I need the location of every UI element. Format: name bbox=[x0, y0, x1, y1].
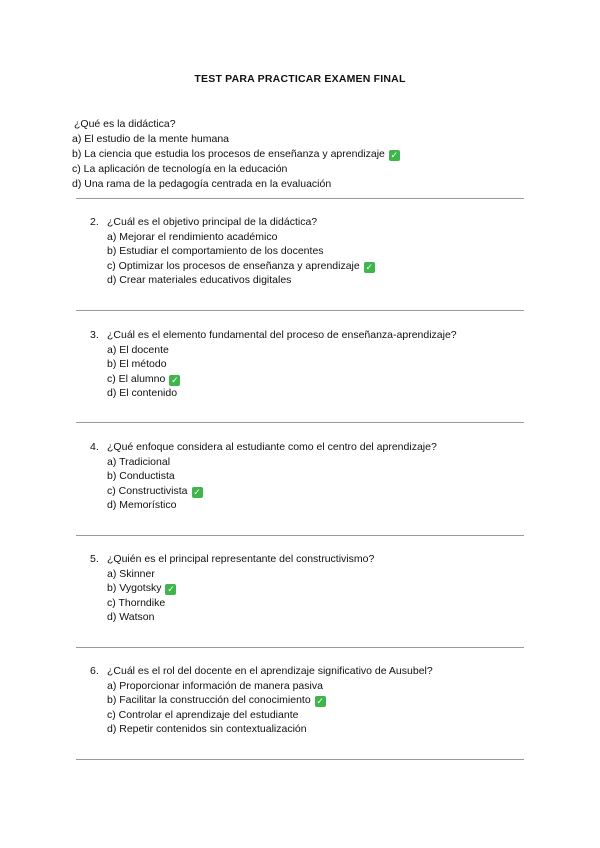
divider bbox=[76, 647, 524, 648]
page-title: TEST PARA PRACTICAR EXAMEN FINAL bbox=[194, 73, 406, 85]
check-mark-icon: ✓ bbox=[365, 261, 373, 272]
answer-option: a) Skinner bbox=[107, 567, 155, 580]
answer-option: c) Optimizar los procesos de enseñanza y aprendizaje ✓ bbox=[107, 259, 373, 272]
answer-option: c) El alumno ✓ bbox=[107, 372, 179, 385]
divider bbox=[76, 535, 524, 536]
question-number: 3. bbox=[90, 329, 99, 341]
check-mark-icon: ✓ bbox=[171, 374, 179, 385]
answer-option: a) Tradicional bbox=[107, 455, 171, 468]
question-5 bbox=[90, 552, 374, 625]
question-prompt: ¿Qué enfoque considera al estudiante como el centro del aprendizaje? bbox=[107, 441, 437, 453]
divider bbox=[76, 422, 524, 423]
question-prompt: ¿Cuál es el rol del docente en el aprendizaje significativo de Ausubel? bbox=[107, 665, 433, 677]
answer-option: a) Proporcionar información de manera pasiva bbox=[107, 679, 323, 692]
answer-option: c) La aplicación de tecnología en la educación bbox=[72, 163, 288, 175]
answer-option: b) La ciencia que estudia los procesos de enseñanza y aprendizaje ✓ bbox=[72, 148, 399, 160]
question-prompt: ¿Cuál es el elemento fundamental del proceso de enseñanza-aprendizaje? bbox=[107, 329, 457, 341]
check-mark-icon: ✓ bbox=[390, 150, 399, 160]
divider bbox=[76, 310, 524, 311]
answer-option: a) El docente bbox=[107, 343, 169, 356]
check-mark-icon: ✓ bbox=[193, 486, 201, 497]
answer-option: b) Facilitar la construcción del conocimiento ✓ bbox=[107, 694, 324, 707]
question-3 bbox=[90, 328, 457, 401]
question-prompt: ¿Quién es el principal representante del constructivismo? bbox=[107, 553, 375, 565]
answer-option: c) Constructivista ✓ bbox=[107, 484, 201, 497]
answer-option: d) Repetir contenidos sin contextualización bbox=[107, 723, 307, 736]
answer-option: b) Estudiar el comportamiento de los docentes bbox=[107, 245, 324, 258]
check-mark-icon: ✓ bbox=[167, 584, 175, 595]
question-number: 4. bbox=[90, 441, 99, 453]
answer-option: b) El método bbox=[107, 358, 167, 371]
question-number: 2. bbox=[90, 216, 99, 228]
question-1 bbox=[72, 117, 400, 192]
answer-option: d) Una rama de la pedagogía centrada en la evaluación bbox=[72, 178, 332, 190]
answer-option: d) El contenido bbox=[107, 387, 178, 400]
question-prompt: ¿Qué es la didáctica? bbox=[74, 118, 176, 130]
answer-option: b) Vygotsky ✓ bbox=[107, 582, 175, 595]
answer-option: c) Thorndike bbox=[107, 596, 166, 609]
answer-option: c) Controlar el aprendizaje del estudiante bbox=[107, 708, 299, 721]
question-prompt: ¿Cuál es el objetivo principal de la didáctica? bbox=[107, 216, 318, 228]
answer-option: a) El estudio de la mente humana bbox=[72, 133, 230, 145]
check-mark-icon: ✓ bbox=[316, 696, 324, 707]
question-number: 5. bbox=[90, 553, 99, 565]
answer-option: a) Mejorar el rendimiento académico bbox=[107, 230, 278, 243]
answer-option: d) Crear materiales educativos digitales bbox=[107, 274, 292, 287]
question-6 bbox=[90, 664, 433, 737]
question-4 bbox=[90, 440, 437, 513]
question-number: 6. bbox=[90, 665, 99, 677]
question-2 bbox=[90, 215, 375, 288]
answer-option: d) Memorístico bbox=[107, 499, 177, 512]
answer-option: b) Conductista bbox=[107, 470, 175, 483]
divider bbox=[76, 759, 524, 760]
divider bbox=[76, 198, 524, 199]
answer-option: d) Watson bbox=[107, 611, 155, 624]
